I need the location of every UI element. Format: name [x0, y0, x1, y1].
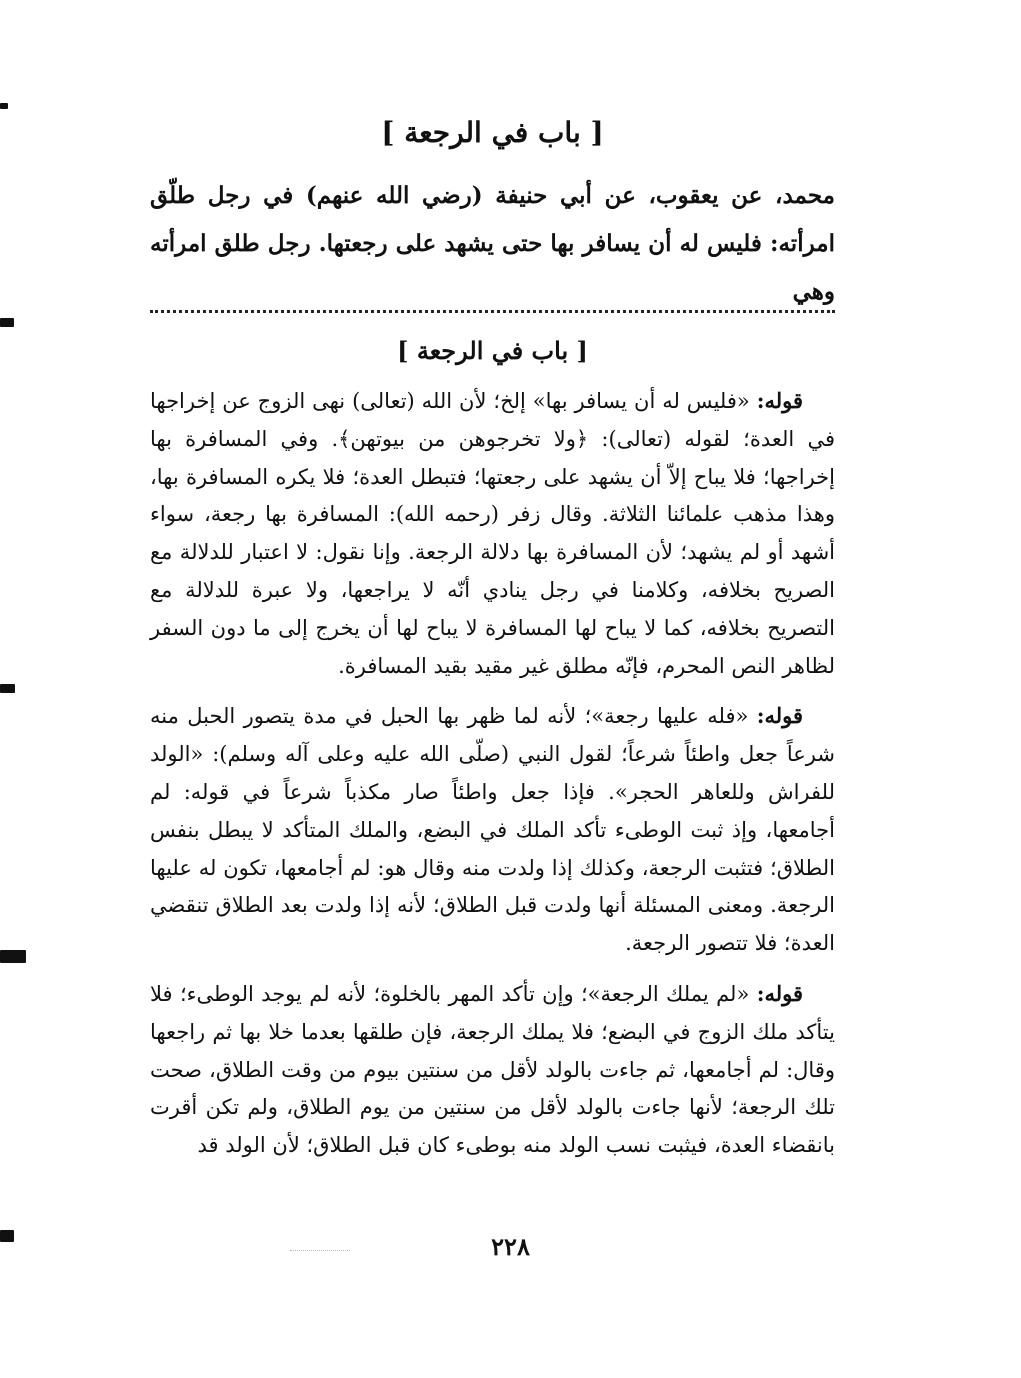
main-text: محمد، عن يعقوب، عن أبي حنيفة (رضي الله عنهم) في رجل طلّق امرأته: فليس له أن يسافر بها حتى يشهد على رجعتها. رجل طلق امرأته وهي	[150, 182, 835, 305]
commentary-paragraph	[150, 697, 835, 963]
scan-mark	[0, 950, 26, 963]
commentary-body	[150, 382, 835, 1177]
dotted-separator	[150, 310, 835, 313]
paragraph-text: «فله عليها رجعة»؛ لأنه لما ظهر بها الحبل في مدة يتصور الحبل منه شرعاً جعل واطئاً شرعاً؛ لقول النبي (صلّى الله عليه وعلى آله وسلم): «الولد للفراش وللعاهر الحجر». فإذا جعل واطئاً صار مكذباً شرعاً في قوله: لم أجامعها، وإذ ثبت الوطىء تأكد الملك في البضع، والملك المتأكد لا يبطل بنفس الطلاق؛ فتثبت الرجعة، وكذلك إذا ولدت منه وقال هو: لم أجامعها، تكون له عليها الرجعة. ومعنى المسئلة أنها ولدت قبل الطلاق؛ لأنه إذا ولدت بعد الطلاق تنقضي العدة؛ فلا تتصور الرجعة.	[150, 704, 835, 956]
paragraph-text: «فليس له أن يسافر بها» إلخ؛ لأن الله (تعالى) نهى الزوج عن إخراجها في العدة؛ لقوله (تعالى): ﴿ولا تخرجوهن من بيوتهن﴾. وفي المسافرة بها إخراجها؛ فلا يباح إلاّ أن يشهد على رجعتها؛ فتبطل العدة؛ فلا يكره المسافرة بها، وهذا مذهب علمائنا الثلاثة. وقال زفر (رحمه الله): المسافرة بها رجعة، سواء أشهد أو لم يشهد؛ لأن المسافرة بها دلالة الرجعة. وإنا نقول: لا اعتبار للدلالة مع الصريح بخلافه، وكلامنا في رجل ينادي أنّه لا يراجعها، ولا عبرة للدلالة مع التصريح بخلافه، كما لا يباح لها المسافرة لا يباح لها أن يخرج إلى ما دون السفر لظاهر النص المحرم، فإنّه مطلق غير مقيد بقيد المسافرة.	[150, 389, 835, 678]
paragraph-text: «لم يملك الرجعة»؛ وإن تأكد المهر بالخلوة؛ لأنه لم يوجد الوطىء؛ فلا يتأكد ملك الزوج في البضع؛ فلا يملك الرجعة، فإن طلقها بعدما خلا بها ثم راجعها وقال: لم أجامعها، ثم جاءت بالولد لأقل من سنتين بيوم من وقت الطلاق، صحت تلك الرجعة؛ لأنها جاءت بالولد لأقل من سنتين من يوم الطلاق، ولم تكن أقرت بانقضاء العدة، فيثبت نسب الولد منه بوطىء كان قبل الطلاق؛ لأن الولد قد	[150, 981, 835, 1158]
commentary-paragraph	[150, 382, 835, 685]
paragraph-lead: قوله:	[756, 980, 803, 1006]
scan-mark	[0, 103, 8, 109]
paragraph-lead: قوله:	[756, 388, 803, 413]
chapter-title: [ باب في الرجعة ]	[381, 116, 604, 149]
scan-mark	[0, 684, 15, 693]
page-number: ٢٢٨	[491, 1232, 530, 1261]
commentary-paragraph	[150, 975, 835, 1165]
scan-mark	[0, 318, 14, 327]
paragraph-lead: قوله:	[756, 703, 803, 729]
commentary-title: [ باب في الرجعة ]	[397, 336, 588, 365]
